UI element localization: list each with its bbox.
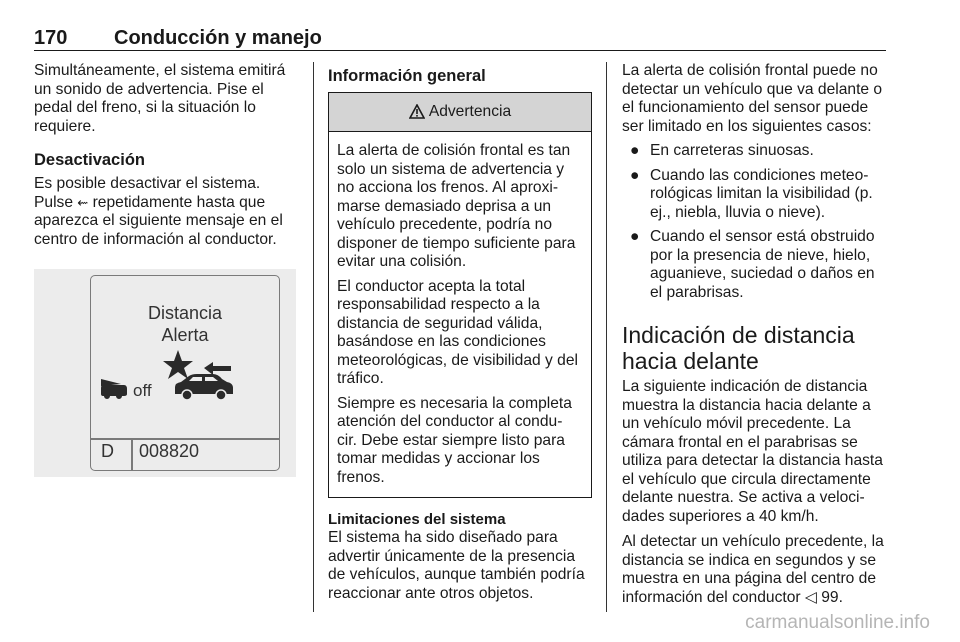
bullet: ● [630, 166, 640, 184]
collision-button-icon: ⇜ [77, 194, 89, 210]
column-right [622, 62, 888, 607]
warning-header [329, 93, 591, 132]
star-icon [163, 350, 193, 379]
column-middle [328, 62, 592, 603]
warning-box [328, 92, 592, 498]
paragraph: Simultáneamente, el sistema emitirá un sonido de advertencia. Pise el pedal del freno, si la situación lo requiere. [34, 62, 286, 135]
warning-paragraph: La alerta de colisión frontal es tan solo un sistema de advertencia y no acciona los frenos. Al aproxi- marse demasiado deprisa a un vehículo precedente, podría no disponer de tiempo suficiente para evitar una colisión. [337, 142, 576, 270]
header-rule [34, 50, 886, 51]
list-item: ● Cuando las condiciones meteo- rológicas limitan la visibilidad (p. ej., niebla, lluvia o nieve). [630, 166, 873, 221]
warning-triangle-icon [409, 104, 425, 119]
subheading-limitations: Limitaciones del sistema [328, 511, 506, 528]
bullet: ● [630, 142, 640, 159]
paragraph-distance: La siguiente indicación de distancia muestra la distancia hacia delante a un vehículo móvil precedente. La cámara frontal en el parabrisas se utiliza para detectar la distancia hasta el vehículo que circula directamente delante nuestra. Se activa a veloci- dades superiores a 40 km/h. [622, 378, 883, 525]
column-divider [606, 62, 607, 612]
collision-alert-icon [101, 379, 127, 399]
off-label: off [133, 381, 152, 400]
car-icon [175, 374, 233, 400]
paragraph-detection: Al detectar un vehículo precedente, la distancia se indica en segundos y se muestra en una página del centro de información del conductor ◁ 99. [622, 533, 884, 606]
odometer-code: 008820 [139, 441, 200, 461]
warning-body [329, 132, 591, 497]
gear-indicator: D [101, 441, 114, 461]
list-item: ● En carreteras sinuosas. [630, 142, 814, 159]
display-divider [91, 438, 279, 440]
list-item: ● Cuando el sensor está obstruido por la presencia de nieve, hielo, aguanieve, suciedad o daños en el parabrisas. [630, 228, 875, 301]
paragraph-deactivation: Es posible desactivar el sistema. Pulse ⇜ repetidamente hasta que aparezca el siguiente mensaje en el centro de información al conductor. [34, 175, 283, 248]
section-heading-distance: Indicación de distancia hacia delante [622, 322, 855, 374]
bullet: ● [630, 228, 640, 245]
arrow-left-icon [204, 362, 231, 375]
watermark: carmanualsonline.info [745, 612, 930, 633]
page-header [34, 26, 886, 50]
column-divider [313, 62, 314, 612]
section-heading-general: Información general [328, 67, 486, 85]
display-title: Distancia Alerta [147, 303, 223, 345]
page-number: 170 [34, 27, 68, 49]
paragraph-limitations: El sistema ha sido diseñado para advertir únicamente de la presencia de vehículos, aunque también podría reaccionar ante otros objetos. [328, 529, 585, 602]
warning-paragraph: El conductor acepta la total responsabilidad respecto a la distancia de seguridad válida, basándose en las condiciones meteorológicas, de visibilidad y del tráfico. [337, 277, 578, 387]
driver-info-display [90, 275, 280, 471]
page-reference-link[interactable]: 99. [821, 588, 843, 606]
warning-paragraph: Siempre es necesaria la completa atención del conductor al condu- cir. Debe estar siempre listo para tomar medidas y accionar los frenos. [337, 394, 572, 486]
dic-message-figure [34, 269, 296, 477]
limitations-list [622, 142, 888, 302]
column-left [34, 62, 296, 477]
section-heading-deactivation: Desactivación [34, 151, 145, 169]
paragraph-intro: La alerta de colisión frontal puede no detectar un vehículo que va delante o el funcionamiento del sensor puede ser limitado en los siguientes casos: [622, 62, 883, 135]
warning-title: Advertencia [428, 103, 512, 120]
chapter-title: Conducción y manejo [114, 27, 322, 49]
display-icons [91, 276, 281, 436]
page-reference-icon: ◁ [804, 588, 817, 606]
display-vertical-divider [131, 439, 133, 470]
